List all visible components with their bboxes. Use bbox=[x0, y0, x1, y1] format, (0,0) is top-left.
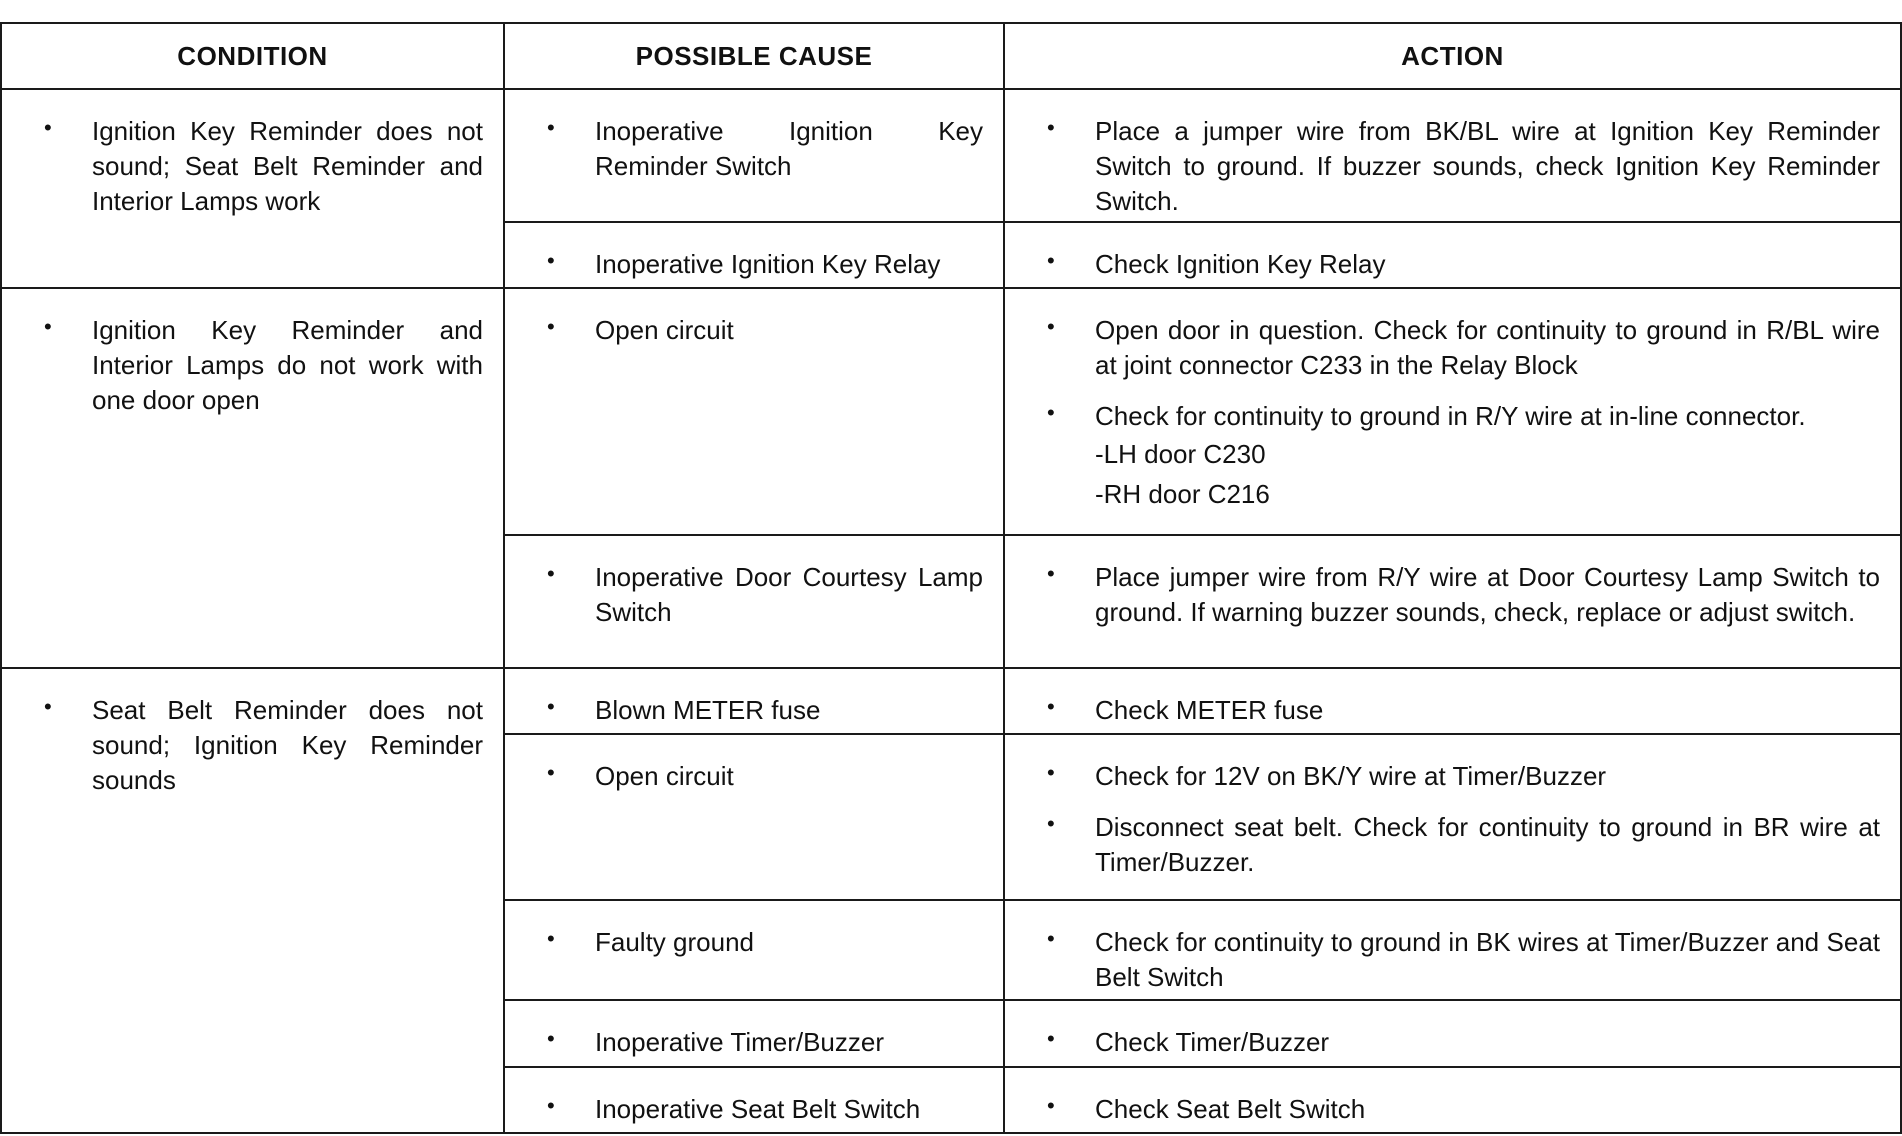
troubleshooting-table bbox=[0, 22, 1902, 1134]
list-item bbox=[505, 313, 1003, 348]
list-item bbox=[1005, 114, 1900, 219]
action-text: Open door in question. Check for continuity to ground in R/BL wire at joint connector C233 in the Relay Block bbox=[1095, 315, 1880, 380]
bullet-icon: • bbox=[547, 1026, 555, 1051]
action-text: Check for 12V on BK/Y wire at Timer/Buzzer bbox=[1095, 761, 1607, 791]
list-item bbox=[2, 313, 503, 418]
cause-text: Inoperative Ignition Key Relay bbox=[595, 249, 941, 279]
list-item bbox=[505, 247, 1003, 282]
action-cell bbox=[1004, 734, 1901, 900]
bullet-icon: • bbox=[1047, 760, 1055, 785]
cause-text: Blown METER fuse bbox=[595, 695, 821, 725]
cause-cell bbox=[504, 734, 1004, 900]
bullet-icon: • bbox=[547, 926, 555, 951]
cause-cell bbox=[504, 1067, 1004, 1133]
action-cell bbox=[1004, 288, 1901, 535]
condition-cell bbox=[1, 288, 504, 668]
action-text: Check Timer/Buzzer bbox=[1095, 1027, 1330, 1057]
cause-text: Inoperative Ignition Key Reminder Switch bbox=[595, 116, 983, 181]
cause-cell bbox=[504, 222, 1004, 288]
cause-cell bbox=[504, 668, 1004, 734]
bullet-icon: • bbox=[1047, 248, 1055, 273]
cause-cell bbox=[504, 1000, 1004, 1067]
list-item bbox=[1005, 313, 1900, 383]
action-cell bbox=[1004, 1000, 1901, 1067]
bullet-icon: • bbox=[1047, 561, 1055, 586]
bullet-icon: • bbox=[1047, 1093, 1055, 1118]
bullet-icon: • bbox=[547, 115, 555, 140]
connector-rh: -RH door C216 bbox=[1095, 479, 1270, 509]
list-item bbox=[505, 759, 1003, 794]
condition-cell bbox=[1, 668, 504, 1133]
action-cell bbox=[1004, 535, 1901, 668]
list-item bbox=[505, 1025, 1003, 1060]
bullet-icon: • bbox=[44, 115, 52, 140]
condition-text: Ignition Key Reminder does not sound; Seat Belt Reminder and Interior Lamps work bbox=[92, 116, 483, 216]
action-cell bbox=[1004, 222, 1901, 288]
list-item bbox=[505, 925, 1003, 960]
action-cell bbox=[1004, 900, 1901, 1000]
action-text: Check METER fuse bbox=[1095, 695, 1324, 725]
list-item bbox=[2, 114, 503, 219]
bullet-icon: • bbox=[547, 561, 555, 586]
bullet-icon: • bbox=[1047, 115, 1055, 140]
table-row bbox=[1, 288, 1901, 535]
bullet-icon: • bbox=[547, 694, 555, 719]
action-cell bbox=[1004, 1067, 1901, 1133]
table-row bbox=[1, 668, 1901, 734]
list-item bbox=[2, 693, 503, 798]
bullet-icon: • bbox=[1047, 926, 1055, 951]
condition-cell bbox=[1, 89, 504, 288]
list-item bbox=[505, 560, 1003, 630]
condition-text: Ignition Key Reminder and Interior Lamps do not work with one door open bbox=[92, 315, 483, 415]
action-text: Disconnect seat belt. Check for continuity to ground in BR wire at Timer/Buzzer. bbox=[1095, 812, 1880, 877]
list-item bbox=[1005, 1025, 1900, 1060]
action-text: Check for continuity to ground in R/Y wire at in-line connector. bbox=[1095, 401, 1806, 431]
header-possible-cause: POSSIBLE CAUSE bbox=[504, 23, 1004, 89]
action-text: Place jumper wire from R/Y wire at Door Courtesy Lamp Switch to ground. If warning buzzer sounds, check, replace or adjust switch. bbox=[1095, 562, 1880, 627]
action-cell bbox=[1004, 89, 1901, 222]
cause-cell bbox=[504, 288, 1004, 535]
list-item bbox=[1005, 399, 1900, 434]
header-row bbox=[1, 23, 1901, 89]
bullet-icon: • bbox=[547, 314, 555, 339]
table-row bbox=[1, 89, 1901, 222]
cause-text: Inoperative Seat Belt Switch bbox=[595, 1094, 921, 1124]
list-item bbox=[1005, 247, 1900, 282]
bullet-icon: • bbox=[44, 694, 52, 719]
cause-cell bbox=[504, 89, 1004, 222]
list-item bbox=[1005, 810, 1900, 880]
list-item bbox=[1005, 925, 1900, 995]
action-text: Place a jumper wire from BK/BL wire at Ignition Key Reminder Switch to ground. If buzzer sounds, check Ignition Key Reminder Switch. bbox=[1095, 116, 1880, 216]
list-item bbox=[505, 693, 1003, 728]
bullet-icon: • bbox=[1047, 1026, 1055, 1051]
action-text: Check for continuity to ground in BK wires at Timer/Buzzer and Seat Belt Switch bbox=[1095, 927, 1880, 992]
condition-text: Seat Belt Reminder does not sound; Ignition Key Reminder sounds bbox=[92, 695, 483, 795]
bullet-icon: • bbox=[44, 314, 52, 339]
cause-cell bbox=[504, 535, 1004, 668]
header-condition: CONDITION bbox=[1, 23, 504, 89]
bullet-icon: • bbox=[1047, 400, 1055, 425]
list-item bbox=[1005, 693, 1900, 728]
cause-text: Open circuit bbox=[595, 315, 734, 345]
bullet-icon: • bbox=[1047, 694, 1055, 719]
bullet-icon: • bbox=[1047, 811, 1055, 836]
cause-cell bbox=[504, 900, 1004, 1000]
connector-lh: -LH door C230 bbox=[1095, 439, 1266, 469]
cause-text: Inoperative Door Courtesy Lamp Switch bbox=[595, 562, 983, 627]
action-cell bbox=[1004, 668, 1901, 734]
bullet-icon: • bbox=[547, 248, 555, 273]
list-item bbox=[1005, 1092, 1900, 1127]
bullet-icon: • bbox=[1047, 314, 1055, 339]
action-text: Check Seat Belt Switch bbox=[1095, 1094, 1366, 1124]
list-item bbox=[505, 1092, 1003, 1127]
cause-text: Faulty ground bbox=[595, 927, 754, 957]
list-item bbox=[1005, 759, 1900, 794]
list-item bbox=[505, 114, 1003, 184]
cause-text: Open circuit bbox=[595, 761, 734, 791]
header-action: ACTION bbox=[1004, 23, 1901, 89]
action-text: Check Ignition Key Relay bbox=[1095, 249, 1386, 279]
cause-text: Inoperative Timer/Buzzer bbox=[595, 1027, 885, 1057]
bullet-icon: • bbox=[547, 1093, 555, 1118]
bullet-icon: • bbox=[547, 760, 555, 785]
list-item bbox=[1005, 560, 1900, 630]
